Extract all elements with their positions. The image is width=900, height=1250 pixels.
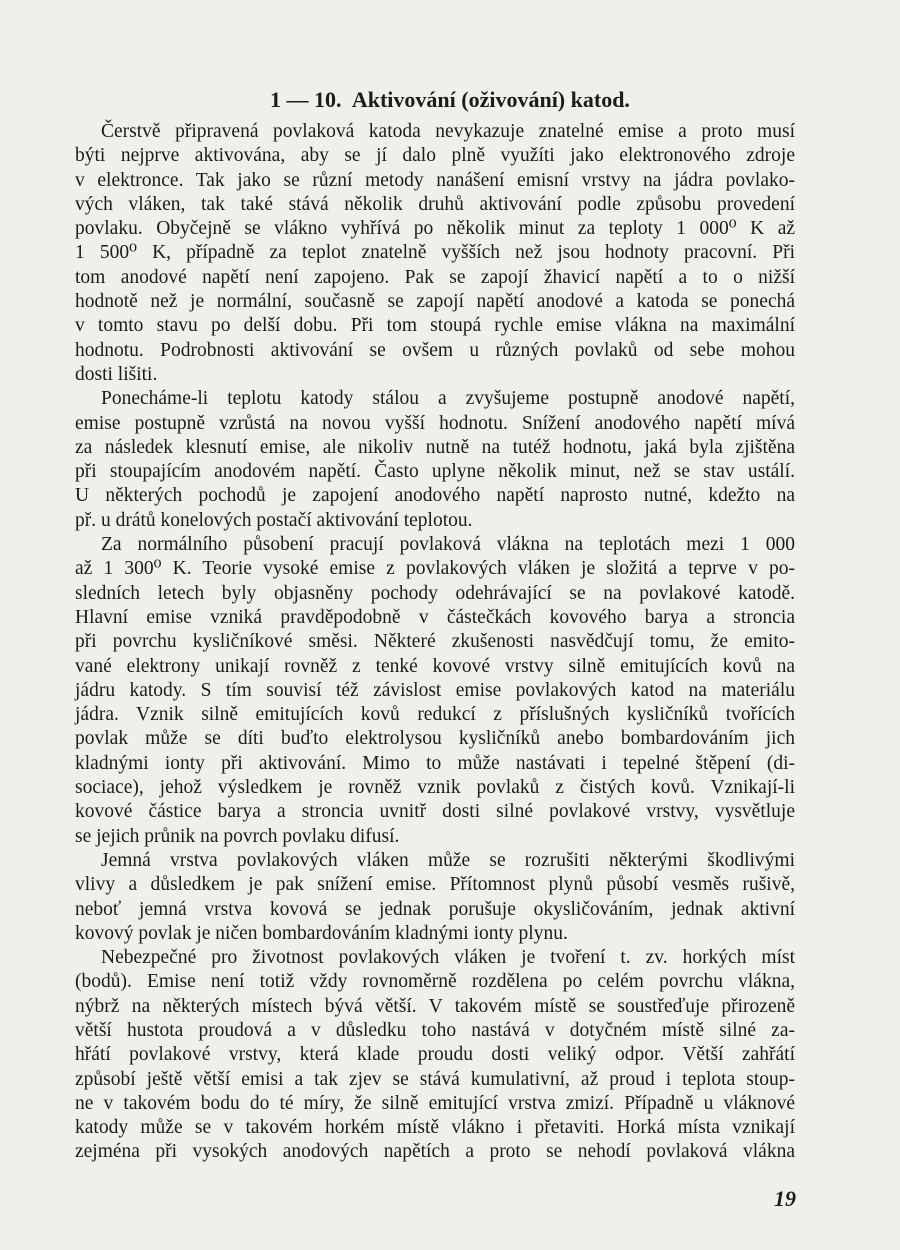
text-line: Za normálního působení pracují povlaková vlákna na teplotách mezi 1 000 (101, 534, 795, 556)
page-number: 19 (774, 1186, 796, 1211)
text-line: hodnotě než je normální, současně se zapojí napětí anodové a katoda se ponechá (75, 291, 795, 313)
text-line: U některých pochodů je zapojení anodového napětí naprosto nutné, kdežto na (75, 485, 795, 507)
text-line: kovový povlak je ničen bombardováním kladnými ionty plynu. (75, 922, 568, 944)
text-line: kladnými ionty při aktivování. Mimo to může nastávati i tepelné štěpení (di- (75, 752, 795, 774)
paragraph (75, 533, 795, 849)
text-line: povlak může se díti buďto elektrolysou kysličníků anebo bombardováním jich (75, 728, 795, 750)
text-line: (bodů). Emise není totiž vždy rovnoměrně rozdělena po celém povrchu vlákna, (75, 971, 795, 993)
text-line: Jemná vrstva povlakových vláken může se rozrušiti některými škodlivými (101, 849, 795, 871)
text-line: se jejich průnik na povrch povlaku difusí. (75, 825, 400, 847)
text-line: př. u drátů konelových postačí aktivování teplotou. (75, 509, 473, 531)
text-line: kovové částice barya a stroncia uvnitř dosti silné povlakové vrstvy, vysvětluje (75, 801, 795, 823)
text-line: ne v takovém bodu do té míry, že silně emitující vrstva zmizí. Případně u vláknové (75, 1092, 795, 1114)
text-line: Nebezpečné pro životnost povlakových vláken je tvoření t. zv. horkých míst (101, 947, 795, 969)
text-line: hodnotu. Podrobnosti aktivování se ovšem u různých povlaků od sebe mohou (75, 339, 795, 361)
section-title: Aktivování (oživování) katod. (351, 87, 630, 112)
text-line: býti nejprve aktivována, aby se jí dalo plně využíti jako elektronového zdroje (75, 145, 795, 167)
text-line: neboť jemná vrstva kovová se jednak porušuje okysličováním, jednak aktivní (75, 898, 795, 920)
text-line: za následek klesnutí emise, ale nikoliv nutně na tutéž hodnotu, jaká byla zjištěna (75, 436, 795, 458)
paragraph (75, 120, 795, 387)
text-line: katody může se v takovém horkém místě vlákno i přetaviti. Horká místa vznikají (75, 1117, 795, 1139)
text-line: až 1 300⁰ K. Teorie vysoké emise z povlakových vláken je složitá a teprve v po- (75, 558, 795, 580)
text-line: vlivy a důsledkem je pak snížení emise. Přítomnost plynů působí vesměs rušivě, (75, 874, 795, 896)
text-line: sociace), jehož výsledkem je rovněž vznik povlaků z čistých kovů. Vznikají-li (75, 777, 795, 799)
section-number: 1 — 10. (270, 87, 342, 112)
text-line: hřátí povlakové vrstvy, která klade proudu dosti veliký odpor. Větší zahřátí (75, 1044, 795, 1066)
text-line: Ponecháme-li teplotu katody stálou a zvyšujeme postupně anodové napětí, (101, 388, 795, 410)
text-line: povlaku. Obyčejně se vlákno vyhřívá po několik minut za teploty 1 000⁰ K až (75, 218, 795, 240)
paragraph (75, 946, 795, 1165)
text-line: emise postupně vzrůstá na novou vyšší hodnotu. Snížení anodového napětí mívá (75, 412, 795, 434)
body-text (75, 120, 795, 1165)
text-line: v tomto stavu po delší dobu. Při tom stoupá rychle emise vlákna na maximální (75, 315, 795, 337)
text-line: jádru katody. S tím souvisí též závislost emise povlakových katod na materiálu (75, 679, 795, 701)
text-line: nýbrž na některých místech bývá větší. V takovém místě se soustřeďuje přirozeně (75, 995, 795, 1017)
text-line: zejména při vysokých anodových napětích a proto se nehodí povlaková vlákna (75, 1141, 795, 1163)
text-line: dosti lišiti. (75, 363, 158, 385)
text-line: vých vláken, tak také stává několik druhů aktivování podle způsobu provedení (75, 193, 795, 215)
paragraph (75, 849, 795, 946)
text-line: 1 500⁰ K, případně za teplot znatelně vyšších než jsou hodnoty pracovní. Při (75, 242, 795, 264)
text-line: Čerstvě připravená povlaková katoda nevykazuje znatelné emise a proto musí (101, 121, 795, 142)
text-line: v elektronce. Tak jako se různí metody nanášení emisní vrstvy na jádra povlako- (75, 169, 795, 191)
text-line: vané elektrony unikají rovněž z tenké kovové vrstvy silně emitujících kovů na (75, 655, 795, 677)
text-line: tom anodové napětí není zapojeno. Pak se zapojí žhavicí napětí a to o nižší (75, 266, 795, 288)
section-heading (0, 86, 900, 114)
text-line: sledních letech byly objasněny pochody odehrávající se na povlakové katodě. (75, 582, 795, 604)
text-line: Hlavní emise vzniká pravděpodobně v částečkách kovového barya a stroncia (75, 606, 795, 628)
text-line: jádra. Vznik silně emitujících kovů redukcí z příslušných kysličníků tvořících (75, 704, 795, 726)
text-line: způsobí ještě větší emisi a tak zjev se stává kumulativní, až proud i teplota stoup- (75, 1068, 795, 1090)
text-line: při stoupajícím anodovém napětí. Často uplyne několik minut, než se stav ustálí. (75, 461, 795, 483)
text-line: při povrchu kysličníkové směsi. Některé zkušenosti nasvědčují tomu, že emito- (75, 631, 795, 653)
paragraph (75, 387, 795, 533)
text-line: větší hustota proudová a v důsledku toho nastává v dotyčném místě silné za- (75, 1019, 795, 1041)
